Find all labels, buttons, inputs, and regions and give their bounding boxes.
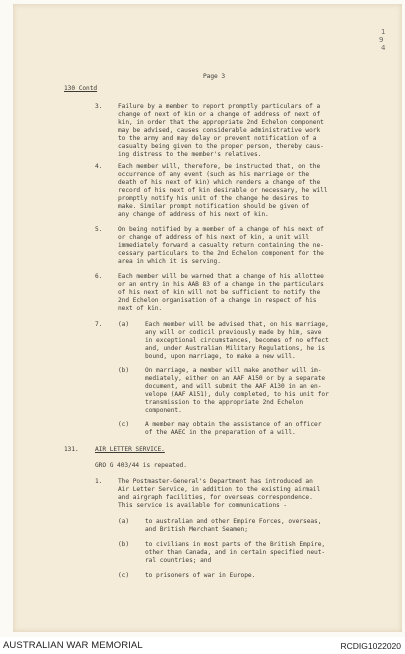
text-line: bound, upon marriage, to make a new will. [145, 353, 296, 360]
margin-mark: 4 [381, 44, 386, 52]
item-number: 4. [95, 163, 103, 170]
text-line: velope (AAF A151), duly completed, to his unit for [145, 391, 329, 398]
text-line: casualty being given to the proper person, thereby caus- [118, 143, 324, 150]
text-line: may be advised, causes considerable administrative work [118, 127, 321, 134]
subitem-label: (a) [118, 518, 130, 525]
margin-mark: 9 [379, 36, 384, 44]
text-line: to prisoners of war in Europe. [145, 572, 256, 579]
text-line: document, and will submit the AAF A130 in an en- [145, 383, 322, 390]
text-line: ing distress to the member's relatives. [118, 151, 262, 158]
item-number: 5. [95, 226, 103, 233]
text-line: transmission to the appropriate 2nd Echelon [145, 399, 304, 406]
item-number: 3. [95, 103, 103, 110]
text-line: record of his next of kin desirable or necessary, he will [118, 187, 328, 194]
section-continued-label: 130 Contd [64, 85, 98, 92]
text-line: to civilians in most parts of the British Empire, [145, 541, 326, 548]
text-line: On being notified by a member of a change of his next of [118, 226, 324, 233]
text-line: or change of address of his next of kin, a unit will [118, 234, 310, 241]
text-line: area in which it is serving. [118, 258, 221, 265]
margin-mark: 1 [381, 28, 386, 36]
text-line: occurrence of any event (such as his marriage or the [118, 171, 310, 178]
document-page [13, 4, 402, 632]
text-line: immediately forward a casualty return containing the ne- [118, 242, 324, 249]
text-line: This service is available for communications - [118, 502, 288, 509]
text-line: to australian and other Empire Forces, overseas, [145, 518, 322, 525]
subitem-label: (b) [118, 541, 130, 548]
text-line: or an entry in his AAB 83 of a change in the particulars [118, 281, 324, 288]
subitem-label: (c) [118, 572, 130, 579]
text-line: of his next of kin will not be sufficient to notify the [118, 289, 321, 296]
subitem-label: (a) [118, 321, 130, 328]
item-number: 1. [95, 478, 103, 485]
text-line: make. Similar prompt notification should be given of [118, 203, 310, 210]
text-line: change of next of kin or a change of address of next of [118, 111, 321, 118]
text-line: Air Letter Service, in addition to the existing airmail [118, 486, 321, 493]
footer-institution: AUSTRALIAN WAR MEMORIAL [3, 640, 143, 651]
section-number: 131. [64, 446, 79, 453]
text-line: ral countries; and [145, 557, 212, 564]
gro-reference: GRO G 403/44 is repeated. [95, 462, 187, 469]
text-line: Each member will be warned that a change of his allottee [118, 273, 324, 280]
item-number: 7. [95, 321, 103, 328]
text-line: promptly notify his unit of the change he desires to [118, 195, 310, 202]
text-line: The Postmaster-General's Department has introduced an [118, 478, 313, 485]
text-line: other than Canada, and in certain specified neut- [145, 549, 326, 556]
text-line: any will or codicil previously made by him, save [145, 329, 322, 336]
item-number: 6. [95, 273, 103, 280]
page-title: Page 3 [203, 73, 226, 80]
subitem-label: (b) [118, 367, 130, 374]
footer-record-id: RCDIG1022020 [340, 641, 401, 651]
text-line: any change of address of his next of kin. [118, 211, 269, 218]
text-line: mediately, either on an AAF A150 or by a separate [145, 375, 326, 382]
archive-footer [0, 637, 405, 654]
text-line: A member may obtain the assistance of an officer [145, 421, 322, 428]
text-line: kin, in order that the appropriate 2nd Echelon component [118, 119, 324, 126]
section-title: AIR LETTER SERVICE. [95, 446, 165, 453]
text-line: Failure by a member to report promptly particulars of a [118, 103, 321, 110]
text-line: On marriage, a member will make another will im- [145, 367, 322, 374]
text-line: 2nd Echelon organisation of a change in respect of his [118, 297, 317, 304]
text-line: cessary particulars to the 2nd Echelon component for the [118, 250, 324, 257]
text-line: Each member will, therefore, be instructed that, on the [118, 163, 321, 170]
text-line: to the army and may delay or prevent notification of a [118, 135, 317, 142]
text-line: and, under Australian Military Regulations, he is [145, 345, 326, 352]
subitem-label: (c) [118, 421, 130, 428]
text-line: in exceptional circumstances, becomes of no effect [145, 337, 329, 344]
text-line: and British Merchant Seamen; [145, 526, 248, 533]
text-line: and airgraph facilities, for overseas correspondence. [118, 494, 313, 501]
text-line: next of kin. [118, 305, 163, 312]
text-line: Each member will be advised that, on his marriage, [145, 321, 329, 328]
text-line: of the AAEC in the preparation of a will. [145, 429, 296, 436]
text-line: component. [145, 407, 182, 414]
text-line: death of his next of kin) which renders a change of the [118, 179, 321, 186]
